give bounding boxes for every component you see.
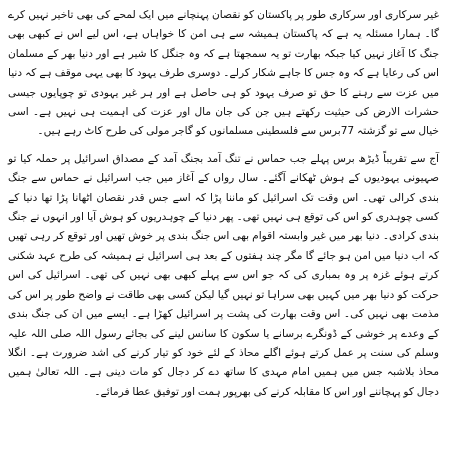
paragraph-1: غیر سرکاری اور سرکاری طور پر پاکستان کو نقصان پہنچانے میں ایک لمحے کی بھی تاخیر نہیں کرے گا۔ ہمارا مسئلہ یہ ہے کہ پاکستان ہمیشہ سے ہی امن کا خواہاں ہے، اس لیے اس نے کبھی بھی جنگ کا آغاز نہیں کیا جبکہ بھارت تو یہ سمجھتا ہے کہ وہ جنگل کا شیر ہے اور دنیا بھر کے مسلمان اس کی رعایا ہے کہ وہ جس کا جاہے شکار کرلے۔ دوسری طرف یہود کا بھی یہی موقف ہے کہ دنیا میں عزت سے رہنے کا حق تو صرف یہود کو ہی حاصل ہے اور ہر غیر یہودی تو چوپایوں جیسی حشرات الارض کی حیثیت رکھتے ہیں جن کی جان مال اور عزت کی اہمیت ہی نہیں ہے۔ اسی خیال سے تو گزشتہ 77برس سے فلسطینی مسلمانوں کو گاجر مولی کی طرح کاٹ رہے ہیں۔ (8, 9, 439, 138)
paragraph-gap (8, 142, 439, 150)
paragraph-2: آج سے تقریباً ڈیڑھ برس پہلے جب حماس نے تنگ آمد بجنگ آمد کے مصداق اسرائیل پر حملہ کیا تو صہیونی یہودیوں کے ہوش ٹھکانے آگئے۔ سال رواں کے آغاز میں جب اسرائیل نے حماس سے جنگ بندی کرالی تھی۔ اس وقت تک اسرائیل کو ماننا پڑا کہ اسے جس قدر نقصان اٹھانا پڑا تھا دنیا کے کسی چوہدری کو اس کی توقع ہی نہیں تھی۔ پھر دنیا کے چوہدریوں کو ہوش آیا اور انہوں نے جنگ بندی کرادی۔ دنیا بھر میں غیر وابستہ اقوام بھی اس جنگ بندی پر خوش تھیں اور توقع کر رہی تھیں کہ اب دنیا میں امن ہو جائے گا مگر چند ہفتوں کے بعد ہی اسرائیل نے ہمیشہ کی طرح عہد شکنی کرتے ہوئے غزہ پر وہ بمباری کی کہ جو اس سے پہلے کبھی بھی نہیں کی تھی۔ اسرائیل کی اس حرکت کو دنیا بھر میں کہیں بھی سراہا تو نہیں گیا لیکن کسی بھی طاقت نے واضح طور پر اس کی مذمت بھی نہیں کی۔ اس وقت بھارت کی پشت پر اسرائیل کھڑا ہے۔ ایسے میں ان کی جنگ بندی کے وعدے پر خوشی کے ڈونگرے برسانے یا سکون کا سانس لینے کی بجائے رسول اللہ صلی اللہ علیہ وسلم کی سنت پر عمل کرتے ہوئے اگلے محاذ کے لئے خود کو تیار کرنے کی اشد ضرورت ہے۔ انگلا محاذ بلاشبہ جس میں ہمیں امام مہدی کا ساتھ دے کر دجال کو مات دینی ہے۔ اللہ تعالیٰ ہمیں دجال کو پہچاننے اور اس کا مقابلہ کرنے کی بھرپور ہمت اور توفیق عطا فرمائے۔ (8, 152, 439, 398)
